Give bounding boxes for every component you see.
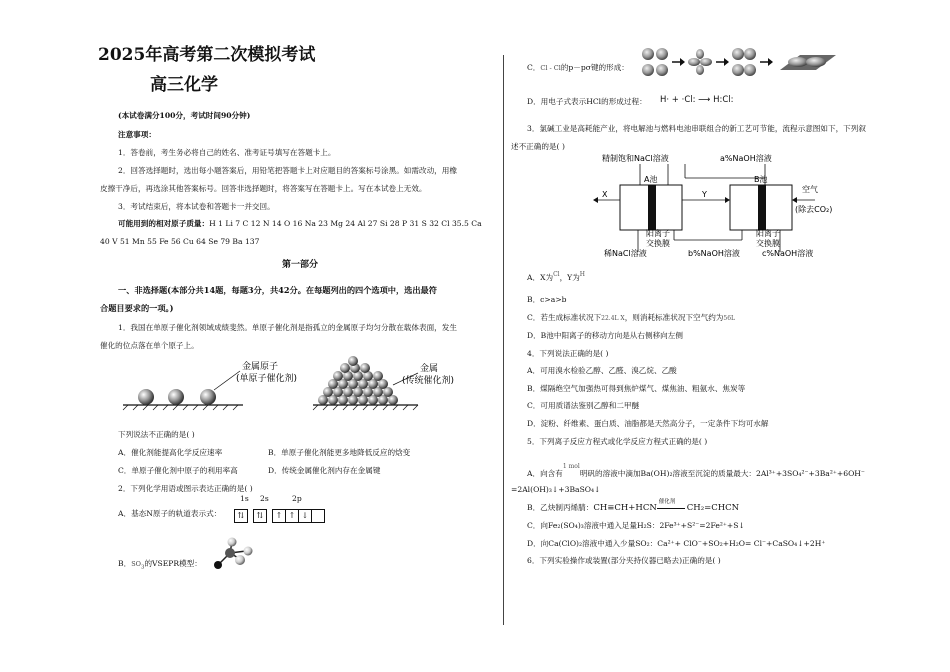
single-atom-1 <box>138 389 154 405</box>
section-instruction-2: 合题目要求的一项。) <box>100 303 174 313</box>
q3-option-c-part-1: C．若生成标准状况下 <box>527 313 602 322</box>
so3-formula-base: SO <box>131 560 141 568</box>
q3-option-a-part-2: ，Y为 <box>559 273 580 282</box>
q5-reactants: CH≡CH+HCN <box>593 503 657 513</box>
label-cell-a: A池 <box>644 175 658 184</box>
support-surface-left <box>123 405 243 410</box>
label-metal-1: 金属 <box>420 364 439 374</box>
orbital-box-2p-4 <box>311 509 325 523</box>
q1-ask: 下列说法不正确的是( ) <box>118 430 195 439</box>
notice-item-2-cont: 皮擦干净后，再选涂其他答案标号。回答非选择题时，将答案写在答题卡上。写在本试卷上无效。 <box>100 184 427 193</box>
label-membrane-b-2: 交换膜 <box>756 239 780 248</box>
q4-stem: 4．下列说法正确的是( ) <box>527 349 609 358</box>
q4-option-d: D．淀粉、纤维素、蛋白质、油脂都是天然高分子，一定条件下均可水解 <box>527 419 769 428</box>
catalyst-figure <box>118 355 478 425</box>
q2-stem: 2．下列化学用语或图示表达正确的是( ) <box>118 484 253 493</box>
orbital-label-1s: 1s <box>240 494 249 503</box>
q3-y-value: H <box>579 271 586 278</box>
label-single-1: 金属原子 <box>242 362 279 372</box>
q5-option-b-prefix: B．乙炔制丙烯腈： <box>527 503 594 512</box>
label-air-1: 空气 <box>802 185 818 194</box>
step-4-sigma-bond <box>780 55 836 70</box>
orbital-box-2p-2: ↑ <box>285 509 299 523</box>
catalyst-label: 催化剂 <box>658 499 676 505</box>
q2-option-c-prefix: C． <box>527 63 541 72</box>
notice-item-2: 2．回答选择题时，选出每小题答案后，用铅笔把答题卡上对应题目的答案标号涂黑。如需改动，用橡 <box>118 166 457 175</box>
q3-stem-1: 3．氯碱工业是高耗能产业，将电解池与燃料电池串联组合的新工艺可节能，流程示意图如下，下列叙 <box>527 124 866 133</box>
metal-cluster <box>318 356 398 405</box>
q2-option-b <box>118 559 202 572</box>
orbital-label-2s: 2s <box>260 494 269 503</box>
q1-option-d: D．传统金属催化剂内存在金属键 <box>268 466 381 475</box>
label-membrane-b-1: 阳离子 <box>756 229 780 238</box>
q6-stem: 6．下列实验操作或装置(部分夹持仪器已略去)正确的是( ) <box>527 556 721 565</box>
atomic-mass-line-1 <box>118 219 482 229</box>
q4-option-c: C．可用质谱法鉴别乙醇和二甲醚 <box>527 401 640 410</box>
so3-formula <box>131 560 145 571</box>
exam-title: 2025年高考第二次模拟考试 <box>98 45 316 65</box>
q1-stem-2: 催化的位点落在单个原子上。 <box>100 341 199 350</box>
label-membrane-a-1: 阳离子 <box>646 229 670 238</box>
cl2-formula: Cl - Cl <box>540 64 561 72</box>
q3-x-value: Cl <box>553 271 560 278</box>
label-bottom-right: c%NaOH溶液 <box>762 249 814 258</box>
q5-stem: 5．下列离子反应方程式或化学反应方程式正确的是( ) <box>527 437 708 446</box>
q3-option-a-part-1: A．X为 <box>527 273 554 282</box>
p-p-sigma-bond-figure <box>640 45 840 81</box>
label-metal-2: (传统催化剂) <box>402 376 455 386</box>
q3-volume-x: 22.4L X <box>601 315 625 322</box>
chlor-alkali-diagram <box>590 150 840 260</box>
q5-product: CH₂=CHCN <box>686 503 740 513</box>
label-x: X <box>602 190 608 199</box>
q3-option-b: B．c>a>b <box>527 295 567 304</box>
q3-volume-air: 56L <box>723 315 736 322</box>
atomic-mass-values-1: H 1 Li 7 C 12 N 14 O 16 Na 23 Mg 24 Al 27 Si 28 P 31 S 32 Cl 35.5 Ca <box>209 219 482 228</box>
label-bottom-left: 稀NaCl溶液 <box>604 249 647 258</box>
support-surface-right <box>313 405 418 410</box>
q1-stem-1: 1．我国在单原子催化剂领域成绩斐然。单原子催化剂是指孤立的金属原子均匀分散在载体表面，发生 <box>118 323 457 332</box>
orbital-diagram <box>234 505 324 524</box>
q2-option-b-prefix: B． <box>118 559 132 568</box>
q1-option-a: A．催化剂能提高化学反应速率 <box>118 448 223 457</box>
orbital-box-2s: ⇅ <box>253 509 267 523</box>
q5-option-c: C．向Fe₂(SO₄)₃溶液中通入足量H₂S：2Fe³⁺+S²⁻=2Fe²⁺+S↓ <box>527 521 745 530</box>
section-instruction-1: 一、非选择题(本部分共14题，每题3分，共42分。在每题列出的四个选项中，选出最符 <box>118 285 437 295</box>
q5-option-a-part-2: 明矾的溶液中滴加Ba(OH)₂溶液至沉淀的质量最大：2Al³⁺+3SO₄²⁻+3Ba²⁺+6OH⁻ <box>579 469 865 478</box>
orbital-box-2p-1: ↑ <box>272 509 286 523</box>
q3-option-d: D．B池中阳离子的移动方向是从右侧移向左侧 <box>527 331 683 340</box>
label-cell-b: B池 <box>754 175 768 184</box>
orbital-box-2p-3: ↓ <box>298 509 312 523</box>
q5-option-d: D．向Ca(ClO)₂溶液中通入少量SO₂：Ca²⁺+ ClO⁻+SO₂+H₂O= Cl⁻+CaSO₄↓+2H⁺ <box>527 539 826 548</box>
q3-option-c <box>527 313 735 324</box>
q5-option-b <box>527 499 740 513</box>
q1-option-b: B．单原子催化剂能更多地降低反应的焓变 <box>268 448 411 457</box>
label-y: Y <box>702 190 707 199</box>
cell-a-membrane <box>648 185 656 230</box>
column-divider <box>503 55 504 625</box>
q2-option-b-suffix: 的VSEPR模型： <box>144 559 202 568</box>
q4-option-b: B．煤隔绝空气加强热可得到焦炉煤气、煤焦油、粗氨水、焦炭等 <box>527 384 746 393</box>
orbital-box-1s: ⇅ <box>234 509 248 523</box>
notice-item-3: 3．考试结束后，将本试卷和答题卡一并交回。 <box>118 202 275 211</box>
q3-option-c-part-2: ，则消耗标准状况下空气约为 <box>624 313 724 322</box>
single-atom-2 <box>168 389 184 405</box>
part1-heading: 第一部分 <box>282 260 319 270</box>
exam-note: (本试卷满分100分，考试时间90分钟) <box>118 111 251 120</box>
q2-option-c-suffix: 的p－pσ键的形成： <box>560 63 629 72</box>
exam-subject: 高三化学 <box>150 75 218 95</box>
notice-item-1: 1．答卷前，考生务必将自己的姓名、准考证号填写在答题卡上。 <box>118 148 336 157</box>
q5-option-a-part-1: A．向含有 <box>527 469 563 478</box>
label-single-2: (单原子催化剂) <box>236 374 298 384</box>
label-bottom-mid: b%NaOH溶液 <box>688 249 740 258</box>
step-1-orbitals <box>642 48 668 76</box>
vsepr-model <box>210 535 260 575</box>
label-membrane-a-2: 交换膜 <box>646 239 670 248</box>
q5-option-a-cont: =2Al(OH)₃↓+3BaSO₄↓ <box>511 485 601 494</box>
step-2-orbitals <box>688 49 712 75</box>
orbital-label-2p: 2p <box>292 494 302 503</box>
atomic-mass-label: 可能用到的相对原子质量： <box>118 219 210 228</box>
hcl-electron-formula: H· + ·Cl: ⟶ H:Cl: <box>660 95 734 105</box>
q5-mol-amount: 1 mol <box>562 463 580 470</box>
q3-stem-2: 述不正确的是( ) <box>511 142 565 151</box>
notices-heading: 注意事项： <box>118 130 156 139</box>
catalyst-arrow <box>657 499 687 513</box>
q3-option-a <box>527 270 585 283</box>
q2-option-d: D．用电子式表示HCl的形成过程： <box>527 97 647 106</box>
cell-b-membrane <box>758 185 766 230</box>
single-atom-3 <box>200 389 216 405</box>
label-top-left: 精制饱和NaCl溶液 <box>602 154 669 163</box>
q5-option-a <box>527 462 865 479</box>
label-top-mid: a%NaOH溶液 <box>720 154 772 163</box>
q2-option-a: A．基态N原子的轨道表示式： <box>118 509 222 518</box>
step-3-orbitals <box>732 48 756 76</box>
q4-option-a: A．可用溴水检验乙醇、乙醛、溴乙烷、乙酸 <box>527 366 677 375</box>
so3-formula-sub: 3 <box>140 564 145 571</box>
label-air-2: (除去CO₂) <box>795 205 833 214</box>
q1-option-c: C．单原子催化剂中原子的利用率高 <box>118 466 238 475</box>
atomic-mass-line-2: 40 V 51 Mn 55 Fe 56 Cu 64 Se 79 Ba 137 <box>100 237 260 246</box>
q2-option-c <box>527 63 629 73</box>
